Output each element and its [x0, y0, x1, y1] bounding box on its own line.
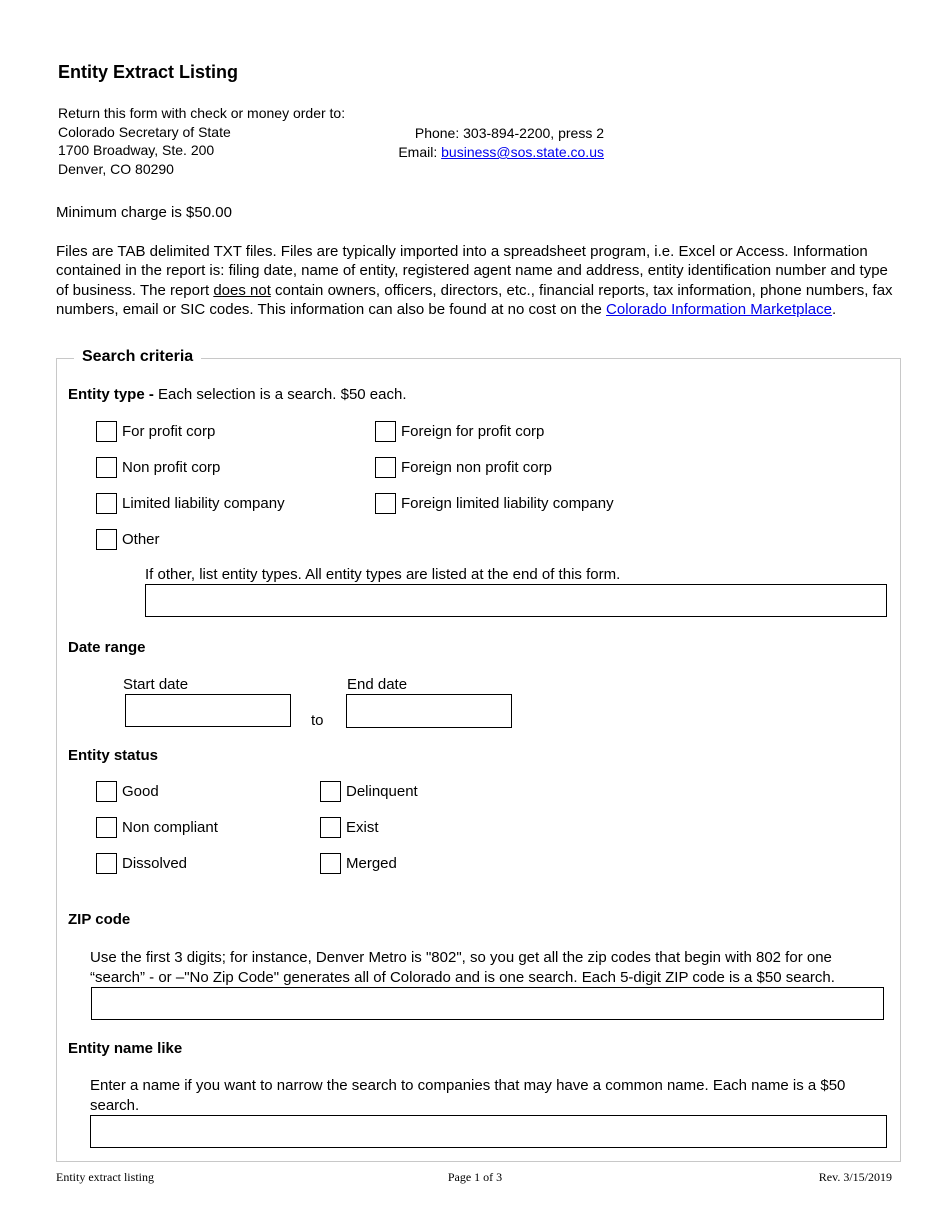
address-line-2: 1700 Broadway, Ste. 200 — [58, 142, 215, 158]
entity-type-option[interactable] — [96, 420, 215, 443]
revision-date: Rev. 3/15/2019 — [818, 1170, 892, 1184]
page-title: Entity Extract Listing — [58, 62, 239, 82]
delinquent-checkbox[interactable] — [320, 781, 341, 802]
checkbox-label: Foreign non profit corp — [401, 459, 552, 476]
checkbox-label: Other — [122, 531, 160, 548]
other-entity-types-input[interactable] — [145, 584, 887, 617]
non-compliant-checkbox[interactable] — [96, 817, 117, 838]
entity-status-option[interactable] — [320, 852, 397, 875]
checkbox-label: Exist — [346, 819, 379, 836]
return-address — [58, 104, 345, 178]
entity-type-option[interactable] — [375, 420, 544, 443]
name-instruction: Enter a name if you want to narrow the search to companies that may have a common name. Each name is a $50 search. — [90, 1077, 846, 1114]
date-range-label: Date range — [68, 639, 146, 656]
checkbox-label: Delinquent — [346, 783, 418, 800]
page-number: Page 1 of 3 — [447, 1170, 503, 1184]
marketplace-link[interactable]: Colorado Information Marketplace — [606, 300, 832, 318]
email-line — [330, 143, 604, 162]
good-checkbox[interactable] — [96, 781, 117, 802]
start-date-input[interactable] — [125, 694, 291, 727]
to-separator: to — [311, 712, 324, 729]
checkbox-label: Non compliant — [122, 819, 218, 836]
entity-status-option[interactable] — [320, 816, 379, 839]
entity-status-option[interactable] — [96, 816, 218, 839]
entity-type-option[interactable] — [96, 492, 285, 515]
checkbox-label: Limited liability company — [122, 495, 285, 512]
intro-paragraph — [56, 242, 896, 319]
other-checkbox[interactable] — [96, 529, 117, 550]
entity-type-option[interactable] — [375, 492, 614, 515]
address-line-1: Colorado Secretary of State — [58, 123, 231, 140]
does-not-emphasis: does not — [213, 281, 271, 299]
minimum-charge: Minimum charge is $50.00 — [56, 204, 232, 221]
entity-status-option[interactable] — [96, 852, 187, 875]
other-instruction: If other, list entity types. All entity types are listed at the end of this form. — [145, 566, 621, 583]
phone: Phone: 303-894-2200, press 2 — [414, 125, 604, 141]
exist-checkbox[interactable] — [320, 817, 341, 838]
footer-title: Entity extract listing — [56, 1170, 154, 1184]
entity-status-option[interactable] — [320, 780, 418, 803]
merged-checkbox[interactable] — [320, 853, 341, 874]
address-line-3: Denver, CO 80290 — [58, 160, 174, 177]
entity-type-option[interactable] — [375, 456, 552, 479]
entity-name-like-label: Entity name like — [68, 1040, 183, 1057]
entity-type-note: Each selection is a search. $50 each. — [153, 386, 407, 403]
search-criteria-legend: Search criteria — [74, 348, 201, 366]
entity-type-option[interactable] — [96, 456, 220, 479]
entity-type-label: Entity type - — [68, 386, 154, 403]
email-link[interactable]: business@sos.state.co.us — [441, 144, 604, 160]
checkbox-label: Non profit corp — [122, 459, 221, 476]
checkbox-label: For profit corp — [122, 423, 216, 440]
return-instruction: Return this form with check or money order to: — [58, 105, 346, 121]
email-prefix: Email: — [398, 144, 442, 160]
entity-type-heading — [68, 386, 407, 403]
end-date-label: End date — [347, 676, 408, 693]
for-profit-corp-checkbox[interactable] — [96, 421, 117, 442]
checkbox-label: Good — [122, 783, 159, 800]
checkbox-label: Merged — [346, 855, 397, 872]
entity-name-input[interactable] — [90, 1115, 887, 1148]
dissolved-checkbox[interactable] — [96, 853, 117, 874]
zip-instruction: Use the first 3 digits; for instance, Denver Metro is "802", so you get all the zip codes that begin with 802 for one “search” - or –"No Zip Code" generates all of Colorado and is one search. Each 5-digit ZIP code is a $50 search. — [90, 949, 835, 986]
intro-text-1: Files are TAB delimited TXT files. Files are typically imported into a spreadsheet program, i.e. Excel or Access. Information contained in the report is: filing date, name of entity, registered agent name and address, entity identification number and type of business. The report — [56, 243, 888, 299]
foreign-for-profit-corp-checkbox[interactable] — [375, 421, 396, 442]
intro-text-2: contain owners, officers, directors, etc., financial reports, tax information, phone numbers, fax numbers, email or SIC codes. This information can also be found at no cost on the — [56, 281, 893, 318]
zip-code-label: ZIP code — [68, 911, 131, 928]
llc-checkbox[interactable] — [96, 493, 117, 514]
end-date-input[interactable] — [346, 694, 512, 728]
non-profit-corp-checkbox[interactable] — [96, 457, 117, 478]
entity-status-label: Entity status — [68, 747, 159, 764]
checkbox-label: Foreign for profit corp — [401, 423, 545, 440]
contact-info — [330, 124, 604, 162]
entity-type-option[interactable] — [96, 528, 160, 551]
entity-status-option[interactable] — [96, 780, 159, 803]
start-date-label: Start date — [123, 676, 189, 693]
checkbox-label: Foreign limited liability company — [401, 495, 614, 512]
intro-text-end: . — [831, 300, 837, 318]
zip-code-input[interactable] — [91, 987, 884, 1020]
checkbox-label: Dissolved — [122, 855, 188, 872]
foreign-llc-checkbox[interactable] — [375, 493, 396, 514]
foreign-non-profit-corp-checkbox[interactable] — [375, 457, 396, 478]
